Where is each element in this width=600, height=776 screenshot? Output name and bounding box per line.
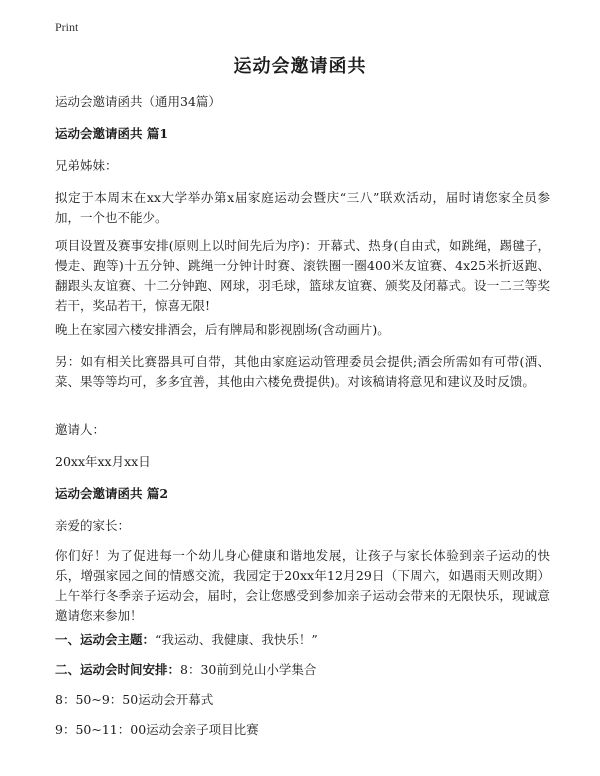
date-line: 20xx年xx月xx日 <box>55 454 151 469</box>
print-link[interactable]: Print <box>55 20 79 34</box>
paragraph-1-4: 另：如有相关比赛器具可自带，其他由家庭运动管理委员会提供;酒会所需如有可带(酒、菜、果等等均可，多多宜善，其他由六楼免费提供)。对该稿请将意见和建议及时反馈。 <box>55 354 550 389</box>
paragraph-2-1: 你们好！为了促进每一个幼儿身心健康和谐地发展，让孩子与家长体验到亲子运动的快乐，增强家园之间的情感交流，我园定于20xx年12月29日（下周六，如遇雨天则改期）上午举行冬季亲子运动会，届时，会让您感受到参加亲子运动会带来的无限快乐，现诚意邀请您来参加！ <box>55 548 550 623</box>
page-title: 运动会邀请函共 <box>233 56 367 77</box>
greeting-2: 亲爱的家长： <box>55 518 131 533</box>
inviter-label: 邀请人： <box>55 422 106 437</box>
theme-label: 一、运动会主题： <box>55 632 156 647</box>
theme-value: “我运动、我健康、我快乐！” <box>155 632 318 647</box>
time-value: 8：30前到兑山小学集合 <box>180 662 317 677</box>
theme-line <box>55 630 550 650</box>
paragraph-1-2: 项目设置及赛事安排(原则上以时间先后为序)：开幕式、热身(自由式，如跳绳，踢毽子，慢走、跑等)十五分钟、跳绳一分钟计时赛、滚铁圈一圈400米友谊赛、4x25米折返跑、翻跟头友谊赛、十二分钟跑、网球，羽毛球，篮球友谊赛、颁奖及闭幕式。设一二三等奖若干，奖品若干，惊喜无限! <box>55 238 550 313</box>
schedule-item-2: 9：50~11：00运动会亲子项目比赛 <box>55 722 259 737</box>
time-label: 二、运动会时间安排： <box>55 662 181 677</box>
section-heading-2: 运动会邀请函共 篇2 <box>55 486 169 501</box>
paragraph-1-3: 晚上在家园六楼安排酒会，后有牌局和影视剧场(含动画片)。 <box>55 322 390 337</box>
greeting-1: 兄弟姊妹： <box>55 158 118 173</box>
schedule-item-1: 8：50~9：50运动会开幕式 <box>55 692 214 707</box>
document-subtitle: 运动会邀请函共（通用34篇） <box>55 94 221 109</box>
paragraph-1-1: 拟定于本周末在xx大学举办第x届家庭运动会暨庆“三八”联欢活动，届时请您家全员参加，一个也不能少。 <box>55 190 550 225</box>
section-heading-1: 运动会邀请函共 篇1 <box>55 126 169 141</box>
time-line <box>55 660 550 680</box>
